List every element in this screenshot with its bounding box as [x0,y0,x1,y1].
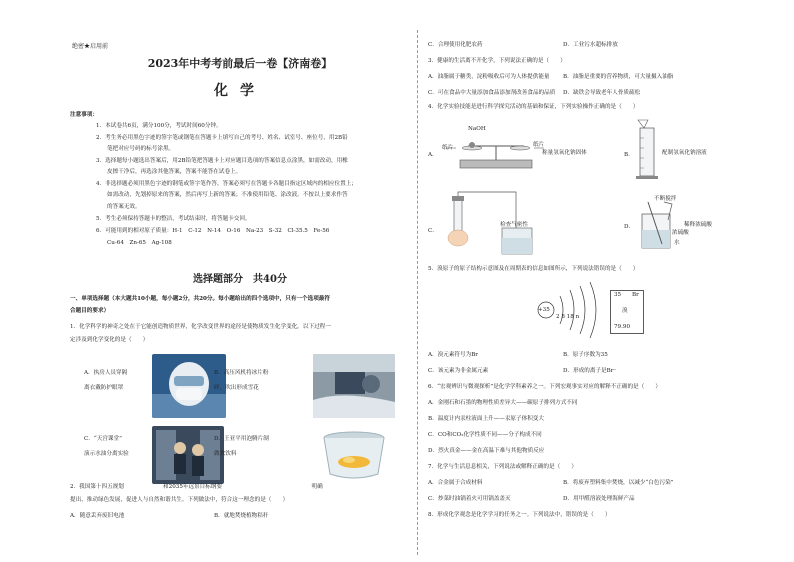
q4-option-b-label: 配制氢氧化钠溶液 [662,150,707,156]
q3-option-c: C．可在食品中大量添加食品添加剂改善食品的品质 [428,90,556,96]
q6-option-c: C．CO和CO₂化学性质不同——分子构成不同 [428,432,542,438]
right-column [428,0,728,562]
photo-snow-machine [313,354,395,418]
note-line: 5．考生必须保持答题卡的整洁，考试结束时，将答题卡交回。 [96,216,251,222]
q7-option-d: D．用甲醛溶液处理海鲜产品 [563,496,635,502]
column-divider [417,30,418,555]
q1-option-a-cont: 离衣戴防护眼罩 [84,385,124,391]
label-paper-right: 纸片 [533,142,545,148]
atom-nucleus: +35 [538,307,550,313]
q2-option-a: A．随意丢弃废旧电池 [70,513,125,519]
q7-stem: 7．化学与生活息息相关，下列说法或解释正确的是（ ） [428,464,577,470]
label-stirring: 不断搅拌 [654,196,677,202]
q7-option-b: B．将废弃塑料集中焚烧，以减少“白色污染” [563,480,674,486]
part1-heading-cont: 合题目的要求） [70,308,110,314]
note-line: 6．可能用到的相对原子质量：H-1 C-12 N-14 O-16 Na-23 S-32 Cl-35.5 Fe-56 [96,228,330,234]
q2-option-c: C．合理使用化肥农药 [428,42,483,48]
atom-shells: 2 8 18 n [556,314,580,320]
q4-option-d-label: 稀释浓硫酸 [684,222,712,228]
element-mass: 79.90 [614,324,631,330]
q3-option-a: A．油脂属于糖类，淀粉吸收后可为人体提供能量 [428,74,550,80]
q4-option-b: B． [624,152,634,158]
q6-option-a: A．金刚石和石墨的物理性质差异大——碳原子排列方式不同 [428,400,578,406]
q4-option-a-label: 称量氢氧化钠固体 [542,150,587,156]
q5-option-d: D．形成的离子是Br⁻ [563,368,617,374]
q4-option-c-label: 检查气密性 [500,222,528,228]
q3-option-d: D．缺铁会导致老年人骨质疏松 [563,90,641,96]
q2-option-b: B．就地焚烧植物秸秆 [214,513,269,519]
q7-option-a: A．合金属于合成材料 [428,480,483,486]
q2-stem-cont: 提出，推动绿色发展，促进人与自然和谐共生。下列做法中，符合这一理念的是（ ） [70,497,289,503]
element-number: 35 [614,292,622,298]
figure-dilution [638,200,674,252]
note-line: 3．选择题每小题选出答案后，用2B铅笔把答题卡上对应题目选项的答案信息点涂黑，如需改动，用橡 [96,158,348,164]
q2-option-d: D．工业污水超标排放 [563,42,618,48]
note-line: Cu-64 Zn-65 Ag-108 [107,240,172,246]
q4-option-c: C． [428,228,438,234]
q1-option-b-cont: 碎，吹出形成雪花 [214,385,259,391]
section-title: 选择题部分 共40分 [193,274,287,285]
q4-option-a: A． [428,152,438,158]
q1-option-b: B．高压风机将冰片粉 [214,370,269,376]
left-column [70,0,410,562]
q1-option-a: A．执房人员穿隔 [84,370,128,376]
note-line: 2．考生务必用黑色字迹的签字笔或钢笔在答题卡上填写自己的考号、姓名、试室号、座位号，用2B铅 [96,135,348,141]
q5-stem: 5．溴原子的原子结构示意图及在周期表的信息如图所示，下列说法错误的是（ ） [428,266,639,272]
q5-option-b: B．原子序数为35 [563,352,608,358]
q3-option-b: B．油脂是重要的营养物质，可大量摄入油脂 [563,74,674,80]
part1-heading: 一、单项选择题（本大题共10小题，每小题2分，共20分。每小题给出的四个选项中，只有一个选项最符 [70,296,330,302]
note-line: 1．本试卷共6页，满分100分，考试时间60分钟。 [96,123,222,129]
label-water: 水 [674,240,680,246]
q5-option-c: C．该元素为非金属元素 [428,368,489,374]
q7-option-c: C．炒菜时油锅着火可用锅盖盖灭 [428,496,511,502]
label-paper-left: 纸片 [442,145,454,151]
figure-airtightness-check [442,190,546,260]
q1-stem-cont: 定涉及到化学变化的是（ ） [70,337,149,343]
q1-stem: 1．化学科学的神奇之处在于它能创造物质世界，化学改变世界的途径是使物质发生化学变化。以下过程一 [70,324,331,330]
q1-option-c: C．“天宫课堂” [84,436,122,442]
photo-effervescent-drink [313,426,395,484]
q6-stem: 6．“宏观辨识与微观探析”是化学学科素养之一。下列宏观事实对应的解释不正确的是（ ） [428,384,662,390]
note-line: 4．非选择题必须用黑色字迹的钢笔或签字笔作答，答案必须写在答题卡各题目指定区域内的相应位置上； [96,181,357,187]
q6-option-d: D．烈火真金——金在高温下难与其他物质反应 [428,448,545,454]
q4-stem: 4．化学实验技能是进行科学探究活动的基础和保证，下列实验操作正确的是（ ） [428,104,639,110]
secret-mark: 绝密★启用前 [72,43,109,50]
q4-option-d: D． [624,224,635,230]
q1-option-c-cont: 演示水油分离实验 [84,451,129,457]
q2-stem: 2．我国第十四五规划 和2035年远景目标纲要 明确 [70,484,323,490]
exam-subject: 化学 [214,83,266,99]
q1-option-d: D．王亚平用泡腾片制 [214,436,269,442]
q5-option-a: A．溴元素符号为Br [428,352,478,358]
note-line: 的答案无效。 [107,204,141,210]
notes-heading: 注意事项： [70,112,98,118]
q6-option-b: B．温度计内汞柱液面上升——汞原子体积变大 [428,416,544,422]
exam-title: 2023年中考考前最后一卷【济南卷】 [147,57,333,70]
q8-stem: 8．形成化学观念是化学学习的任务之一。下列说法中，错误的是（ ） [428,512,611,518]
note-line: 皮擦干净后，再选涂其他答案，答案不能答在试卷上。 [107,169,242,175]
figure-balance [442,126,550,172]
note-line: 如需改动，先划掉原来的答案，然后再写上新的答案；不准使用铅笔、涂改液。不按以上要求作答 [107,192,348,198]
label-naoh: NaOH [468,126,486,132]
label-conc-acid: 浓硫酸 [672,230,689,236]
element-name: 溴 [622,308,628,314]
q1-option-d-cont: 做欢饮料 [214,451,237,457]
element-symbol: Br [632,292,639,298]
q3-stem: 3．健康的生活离不开化学，下列说法正确的是（ ） [428,58,566,64]
note-line: 笔把对应号码的标号涂黑。 [107,146,175,152]
